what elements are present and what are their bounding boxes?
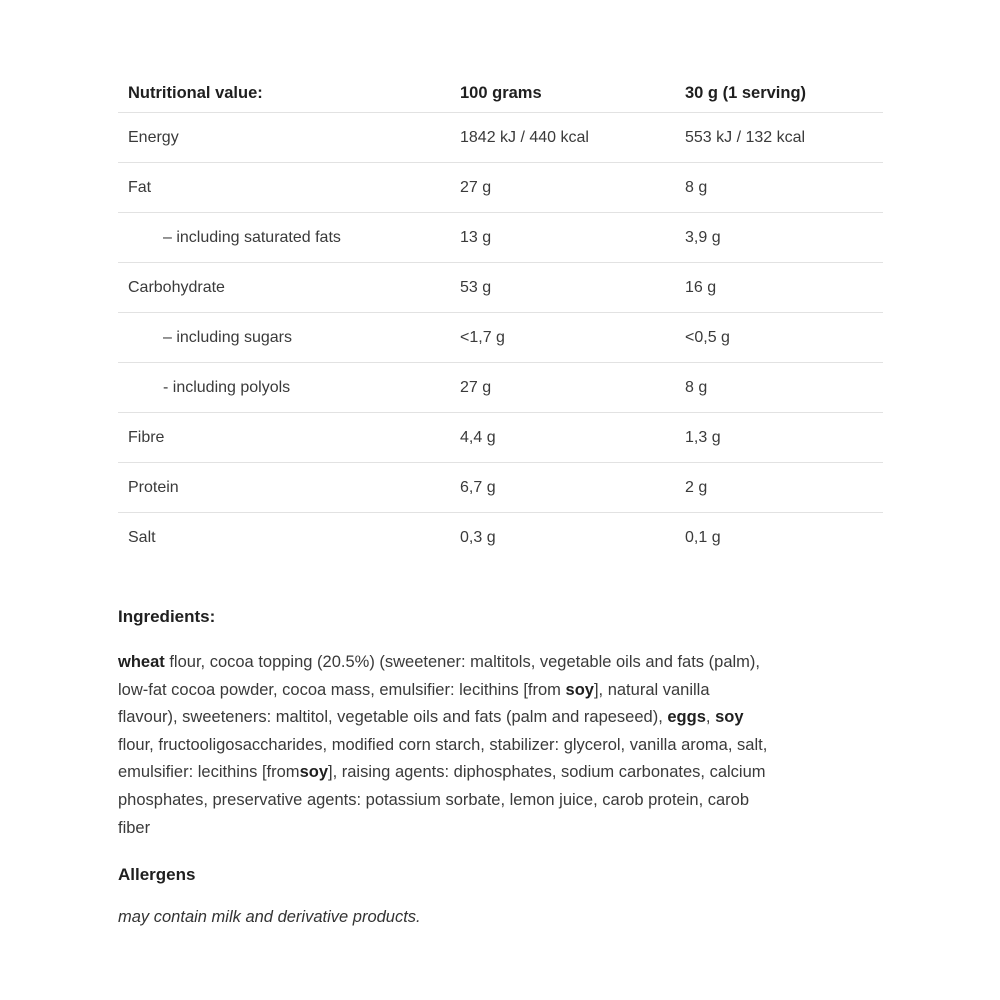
nutrient-label: – including sugars [163,328,292,346]
nutrition-table-body [118,113,883,562]
content-column [118,74,883,929]
header-per-serving: 30 g (1 serving) [685,83,807,102]
value-per-100g: 6,7 g [460,478,496,496]
ingredients-line [118,732,883,760]
ingredient-text-segment: emulsifier: lecithins [from [118,763,300,782]
value-per-serving: 8 g [685,378,708,396]
table-row [118,113,883,163]
table-row [118,513,883,562]
ingredient-text-segment: ], natural vanilla [593,680,710,699]
ingredient-text-segment: flavour), sweeteners: maltitol, vegetable oils and fats (palm and rapeseed), [118,708,668,727]
nutrient-label: - including polyols [163,378,291,396]
header-nutritional-value: Nutritional value: [128,83,263,102]
ingredient-allergen-word: soy [299,763,328,782]
table-row [118,313,883,363]
nutrient-label: Fibre [128,428,165,446]
value-per-100g: 0,3 g [460,528,496,546]
ingredient-allergen-word: soy [565,680,594,699]
ingredient-text-segment: flour, cocoa topping (20.5%) (sweetener: maltitols, vegetable oils and fats (palm), [164,653,760,671]
value-per-serving: 2 g [685,478,708,496]
ingredients-line [118,649,883,677]
ingredients-line [118,787,883,815]
table-row [118,213,883,263]
value-per-100g: 27 g [460,378,492,396]
value-per-100g: 1842 kJ / 440 kcal [460,128,589,146]
value-per-100g: 4,4 g [460,428,496,446]
ingredient-text-segment: low-fat cocoa powder, cocoa mass, emulsifier: lecithins [from [118,680,566,699]
value-per-serving: <0,5 g [685,328,730,346]
allergens-heading: Allergens [118,865,196,885]
table-row [118,163,883,213]
allergens-text: may contain milk and derivative products. [118,908,421,927]
value-per-100g: 27 g [460,178,492,196]
ingredients-line [118,704,883,732]
ingredient-text-segment: flour, fructooligosaccharides, modified corn starch, stabilizer: glycerol, vanilla aroma, salt, [118,735,768,754]
nutrient-label: – including saturated fats [163,228,341,246]
table-row [118,413,883,463]
nutrition-table [118,74,883,562]
value-per-serving: 16 g [685,278,717,296]
nutrient-label: Salt [128,528,156,546]
value-per-100g: 13 g [460,228,492,246]
ingredients-text [118,649,883,842]
ingredient-text-segment: fiber [118,818,151,837]
value-per-100g: 53 g [460,278,492,296]
value-per-serving: 1,3 g [685,428,721,446]
nutrition-table-header-row [118,74,883,113]
value-per-serving: 3,9 g [685,228,721,246]
value-per-serving: 553 kJ / 132 kcal [685,128,806,146]
value-per-serving: 0,1 g [685,528,721,546]
header-per-100g: 100 grams [460,83,542,102]
ingredient-text-segment: , [705,708,716,727]
table-row [118,463,883,513]
ingredient-allergen-word: wheat [118,653,165,671]
ingredients-line [118,759,883,787]
nutrient-label: Protein [128,478,179,496]
ingredients-heading: Ingredients: [118,607,216,626]
ingredient-allergen-word: soy [715,708,744,727]
table-row [118,363,883,413]
value-per-serving: 8 g [685,178,708,196]
ingredient-text-segment: ], raising agents: diphosphates, sodium carbonates, calcium [328,763,766,782]
ingredients-line [118,677,883,705]
nutrient-label: Energy [128,128,179,146]
value-per-100g: <1,7 g [460,328,505,346]
nutrient-label: Carbohydrate [128,278,225,296]
ingredient-allergen-word: eggs [667,708,706,727]
table-row [118,263,883,313]
ingredients-line [118,815,883,843]
nutrient-label: Fat [128,178,152,196]
ingredient-text-segment: phosphates, preservative agents: potassium sorbate, lemon juice, carob protein, carob [118,790,750,809]
